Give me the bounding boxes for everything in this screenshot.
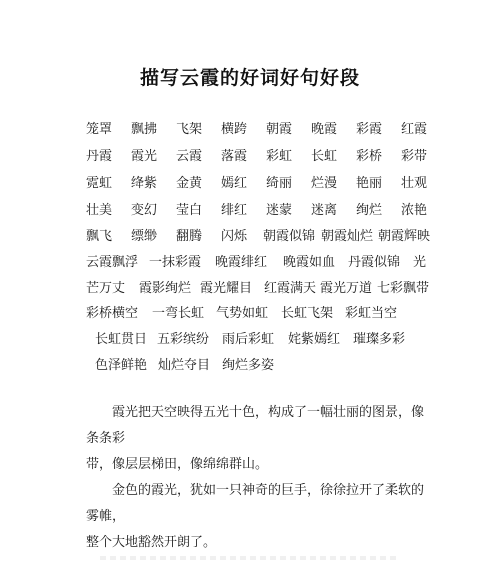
phrase: 翻腾 xyxy=(176,229,203,244)
phrase: 灿烂夺目 xyxy=(158,358,211,373)
phrase: 云霞飘浮 xyxy=(86,255,139,270)
phrase: 朝霞似锦 xyxy=(263,229,316,244)
word: 绚烂 xyxy=(356,203,383,218)
phrase: 五彩缤纷 xyxy=(157,332,210,347)
word: 落霞 xyxy=(221,149,248,164)
phrase: 丹霞似锦 xyxy=(348,255,401,270)
word: 彩虹 xyxy=(266,149,293,164)
word: 迷蒙 xyxy=(266,203,293,218)
word: 云霞 xyxy=(176,149,203,164)
word: 彩霞 xyxy=(356,122,383,137)
phrase: 晚霞如血 xyxy=(283,255,336,270)
word: 绯红 xyxy=(221,203,248,218)
word: 红霞 xyxy=(401,122,428,137)
word: 晚霞 xyxy=(311,122,338,137)
phrase: 长虹飞架 xyxy=(281,306,334,321)
phrase: 朝霞辉映 xyxy=(378,229,431,244)
word: 金黄 xyxy=(176,176,203,191)
word: 迷离 xyxy=(311,203,338,218)
phrase: 色泽鲜艳 xyxy=(95,358,148,373)
faint-watermark-strip xyxy=(100,556,400,560)
phrase: 光 xyxy=(413,255,427,270)
phrase: 晚霞绯红 xyxy=(215,255,268,270)
phrase: 一抹彩霞 xyxy=(149,255,202,270)
word: 霓虹 xyxy=(86,176,113,191)
phrase: 缥缈 xyxy=(131,229,158,244)
phrase: 霞光万道 xyxy=(320,281,373,296)
phrase: 气势如虹 xyxy=(216,306,269,321)
word: 壮美 xyxy=(86,203,113,218)
phrase: 雨后彩虹 xyxy=(222,332,275,347)
phrase: 红霞满天 xyxy=(264,281,317,296)
phrase: 七彩飘带 xyxy=(377,281,430,296)
word: 嫣红 xyxy=(221,176,248,191)
word: 变幻 xyxy=(131,203,158,218)
word: 绮丽 xyxy=(266,176,293,191)
word: 彩桥 xyxy=(356,149,383,164)
word: 浓艳 xyxy=(401,203,428,218)
word: 长虹 xyxy=(311,149,338,164)
word: 艳丽 xyxy=(356,176,383,191)
word: 丹霞 xyxy=(86,149,113,164)
word: 朝霞 xyxy=(266,122,293,137)
phrase: 芒万丈 xyxy=(86,281,126,296)
phrase: 一弯长虹 xyxy=(152,306,205,321)
phrase: 绚烂多姿 xyxy=(222,358,275,373)
word: 霞光 xyxy=(131,149,158,164)
word: 笼罩 xyxy=(86,122,113,137)
phrase: 长虹贯日 xyxy=(95,332,148,347)
phrase: 彩桥横空 xyxy=(86,306,139,321)
paragraph xyxy=(86,400,426,478)
paragraph-line: 带，像层层梯田，像绵绵群山。 xyxy=(86,457,269,472)
phrase: 飘飞 xyxy=(86,229,113,244)
page-title: 描写云霞的好词好句好段 xyxy=(139,67,360,89)
word: 飘拂 xyxy=(131,122,158,137)
phrase: 朝霞灿烂 xyxy=(321,229,374,244)
word: 绛紫 xyxy=(131,176,158,191)
phrase: 璀璨多彩 xyxy=(353,332,406,347)
paragraph xyxy=(86,478,426,556)
word: 烂漫 xyxy=(311,176,338,191)
paragraph-line: 整个大地豁然开朗了。 xyxy=(86,535,217,550)
word: 壮观 xyxy=(401,176,428,191)
phrase: 霞影绚烂 xyxy=(139,281,192,296)
phrase: 霞光耀目 xyxy=(200,281,253,296)
word: 莹白 xyxy=(176,203,203,218)
word: 横跨 xyxy=(221,122,248,137)
phrase: 姹紫嫣红 xyxy=(288,332,341,347)
paragraph-line: 霞光把天空映得五光十色，构成了一幅壮丽的图景，像条条彩 xyxy=(86,405,425,446)
phrase: 彩虹当空 xyxy=(345,306,398,321)
phrase: 闪烁 xyxy=(221,229,248,244)
word: 彩带 xyxy=(401,149,428,164)
word: 飞架 xyxy=(176,122,203,137)
paragraph-line: 金色的霞光，犹如一只神奇的巨手，徐徐拉开了柔软的雾帷， xyxy=(86,483,425,524)
